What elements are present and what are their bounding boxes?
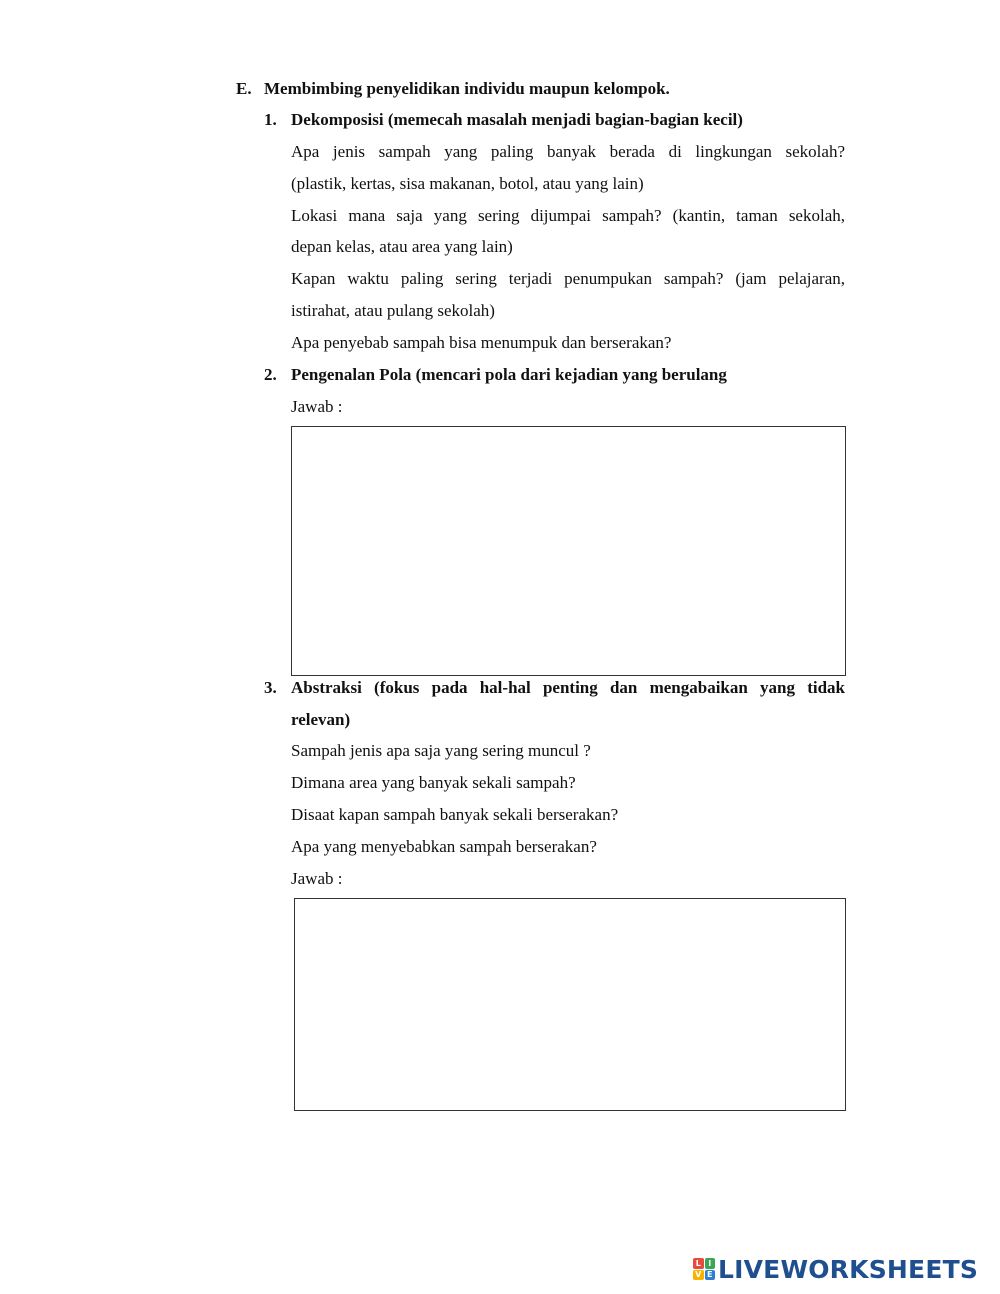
item1-question1-line1: Apa jenis sampah yang paling banyak berada di lingkungan sekolah? (291, 142, 845, 161)
item2-title: Pengenalan Pola (mencari pola dari kejadian yang berulang (291, 365, 727, 384)
liveworksheets-logo-text: LIVEWORKSHEETS (718, 1254, 979, 1284)
item1-question3-line1: Kapan waktu paling sering terjadi penumpukan sampah? (jam pelajaran, (291, 269, 845, 288)
item3-title-line2: relevan) (291, 710, 351, 729)
section-letter: E. (236, 79, 252, 98)
item3-title-line1: Abstraksi (fokus pada hal-hal penting dan mengabaikan yang tidak (291, 678, 845, 697)
item1-question2-line2: depan kelas, atau area yang lain) (291, 237, 513, 256)
item3-answer-label: Jawab : (291, 869, 343, 888)
item1-question1-line2: (plastik, kertas, sisa makanan, botol, atau yang lain) (291, 174, 644, 193)
item1-question3-line2: istirahat, atau pulang sekolah) (291, 301, 495, 320)
logo-mark-e: E (705, 1270, 716, 1281)
item1-title: Dekomposisi (memecah masalah menjadi bagian-bagian kecil) (291, 110, 743, 129)
item3-answer-box[interactable] (294, 898, 846, 1111)
item3-question2: Dimana area yang banyak sekali sampah? (291, 773, 576, 792)
logo-mark-l: L (693, 1258, 704, 1269)
item1-question4: Apa penyebab sampah bisa menumpuk dan berserakan? (291, 333, 672, 352)
item3-question1: Sampah jenis apa saja yang sering muncul ? (291, 741, 591, 760)
item3-number: 3. (264, 678, 277, 697)
item2-answer-label: Jawab : (291, 397, 343, 416)
item1-question2-line1: Lokasi mana saja yang sering dijumpai sampah? (kantin, taman sekolah, (291, 206, 845, 225)
logo-mark-i: I (705, 1258, 716, 1269)
item3-question4: Apa yang menyebabkan sampah berserakan? (291, 837, 597, 856)
liveworksheets-logo (693, 1254, 978, 1284)
logo-mark-v: V (693, 1270, 704, 1281)
item3-question3: Disaat kapan sampah banyak sekali berserakan? (291, 805, 619, 824)
section-title: Membimbing penyelidikan individu maupun kelompok. (264, 79, 670, 98)
item1-number: 1. (264, 110, 277, 129)
item2-answer-box[interactable] (291, 426, 846, 676)
item2-number: 2. (264, 365, 277, 384)
liveworksheets-logo-icon (693, 1258, 715, 1280)
